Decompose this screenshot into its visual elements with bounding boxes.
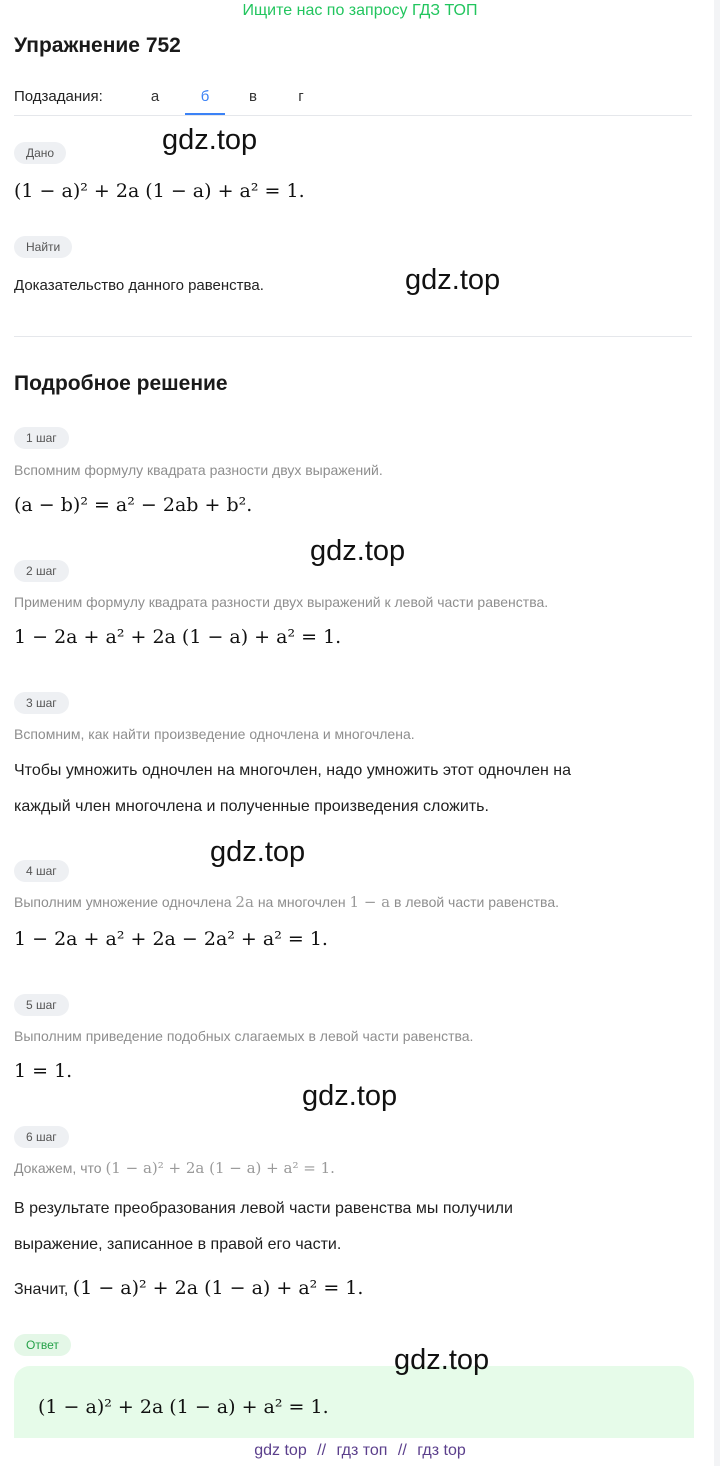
step-chip-label: 3 шаг (14, 692, 69, 714)
tabs-divider (14, 115, 692, 116)
step-chip-label: 1 шаг (14, 427, 69, 449)
answer-chip-label: Ответ (14, 1334, 71, 1356)
step-4-hint (14, 893, 559, 911)
step-6-hint-pre: Докажем, что (14, 1160, 102, 1176)
watermark: gdz.top (302, 1080, 398, 1112)
step-4-hint-mid: на многочлен (257, 894, 346, 910)
active-tab-indicator (185, 113, 225, 115)
page-title: Упражнение 752 (14, 34, 181, 57)
search-banner[interactable]: Ищите нас по запросу ГДЗ ТОП (242, 2, 478, 19)
tab-subtask-g[interactable]: г (298, 88, 304, 105)
step-5-chip (14, 994, 69, 1016)
scrollbar-track[interactable] (714, 0, 720, 1466)
step-4-hint-monomial: 2a (235, 893, 254, 911)
given-chip (14, 142, 66, 164)
find-text: Доказательство данного равенства. (14, 277, 264, 294)
step-2-chip (14, 560, 69, 582)
step-4-hint-post: в левой части равенства. (394, 894, 559, 910)
step-6-conclusion (14, 1277, 363, 1299)
footer-link-gdz-top-mixed[interactable]: гдз top (417, 1442, 466, 1459)
step-4-chip (14, 860, 69, 882)
watermark: gdz.top (405, 264, 501, 296)
step-1-formula: (a − b)² = a² − 2ab + b². (14, 494, 253, 516)
watermark: gdz.top (310, 535, 406, 567)
footer-separator: // (317, 1442, 327, 1459)
tab-subtask-v[interactable]: в (249, 88, 257, 105)
step-4-formula: 1 − 2a + a² + 2a − 2a² + a² = 1. (14, 928, 328, 950)
step-chip-label: 5 шаг (14, 994, 69, 1016)
step-5-formula: 1 = 1. (14, 1060, 73, 1082)
step-2-formula: 1 − 2a + a² + 2a (1 − a) + a² = 1. (14, 626, 342, 648)
answer-formula: (1 − a)² + 2a (1 − a) + a² = 1. (38, 1396, 329, 1418)
find-chip-label: Найти (14, 236, 72, 258)
step-5-hint: Выполним приведение подобных слагаемых в левой части равенства. (14, 1028, 474, 1044)
step-6-conclusion-pre: Значит, (14, 1281, 69, 1298)
step-6-text-line-1: В результате преобразования левой части равенства мы получили (14, 1200, 513, 1217)
step-3-chip (14, 692, 69, 714)
step-3-text-line-1: Чтобы умножить одночлен на многочлен, надо умножить этот одночлен на (14, 762, 571, 779)
step-4-hint-pre: Выполним умножение одночлена (14, 894, 232, 910)
step-2-hint: Применим формулу квадрата разности двух выражений к левой части равенства. (14, 594, 549, 610)
tab-subtask-b[interactable]: б (200, 88, 210, 105)
step-6-hint-formula: (1 − a)² + 2a (1 − a) + a² = 1. (105, 1159, 335, 1177)
tab-subtask-a[interactable]: а (150, 88, 160, 105)
given-chip-label: Дано (14, 142, 66, 164)
answer-chip (14, 1334, 71, 1356)
step-3-text-line-2: каждый член многочлена и полученные произведения сложить. (14, 798, 489, 815)
step-1-hint: Вспомним формулу квадрата разности двух выражений. (14, 462, 383, 478)
given-formula: (1 − a)² + 2a (1 − a) + a² = 1. (14, 180, 305, 202)
step-4-hint-polynomial: 1 − a (349, 893, 391, 911)
step-6-text-line-2: выражение, записанное в правой его части. (14, 1236, 342, 1253)
step-3-hint: Вспомним, как найти произведение одночлена и многочлена. (14, 726, 415, 742)
step-6-hint (14, 1159, 335, 1177)
watermark: gdz.top (162, 124, 258, 156)
find-chip (14, 236, 72, 258)
subtasks-label: Подзадания: (14, 88, 103, 105)
section-divider (14, 336, 692, 337)
step-6-chip (14, 1126, 69, 1148)
step-6-conclusion-formula: (1 − a)² + 2a (1 − a) + a² = 1. (72, 1277, 364, 1299)
watermark: gdz.top (210, 836, 306, 868)
footer-separator: // (397, 1442, 407, 1459)
step-chip-label: 2 шаг (14, 560, 69, 582)
step-chip-label: 4 шаг (14, 860, 69, 882)
footer-links (0, 1442, 720, 1460)
watermark: gdz.top (394, 1344, 490, 1376)
solution-title: Подробное решение (14, 372, 228, 395)
footer-link-gdz-top-ru[interactable]: гдз топ (336, 1442, 388, 1459)
footer-link-gdz-top[interactable]: gdz top (254, 1442, 307, 1459)
step-chip-label: 6 шаг (14, 1126, 69, 1148)
step-1-chip (14, 427, 69, 449)
